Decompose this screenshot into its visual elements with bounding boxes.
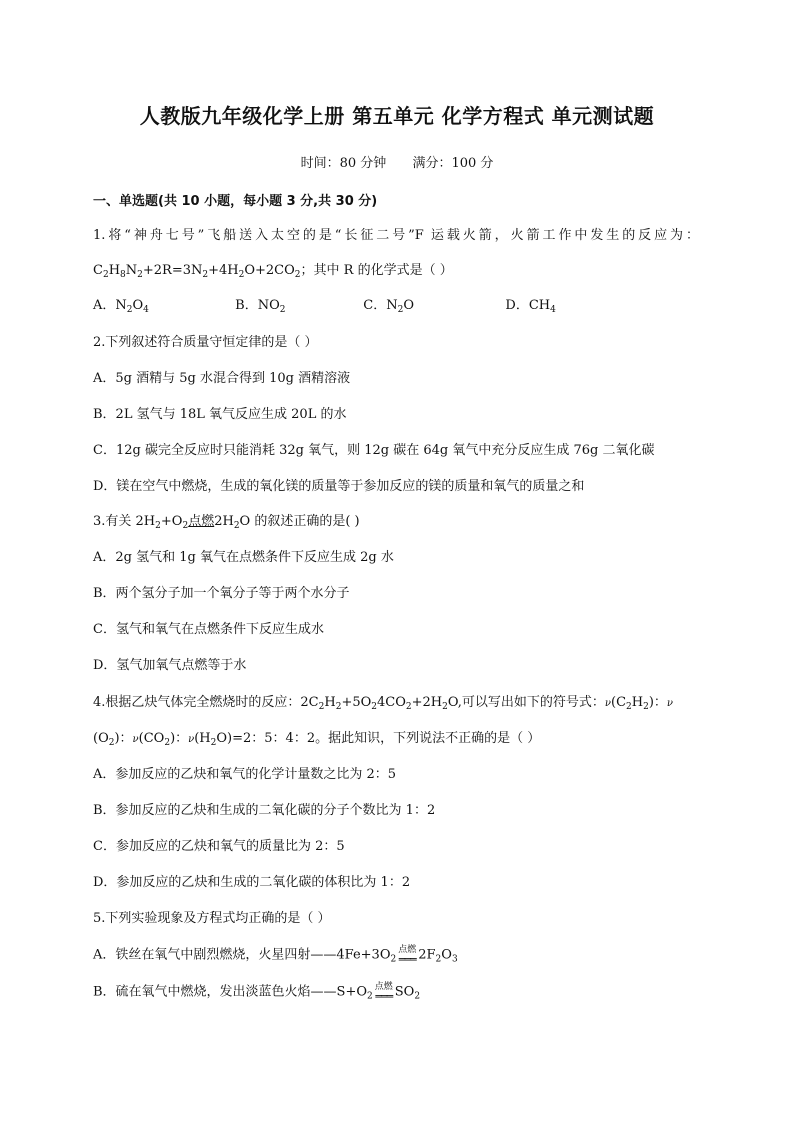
q5-option-b[interactable]: B．硫在氧气中燃烧，发出淡蓝色火焰$——S+O_2$ 点燃 ═══ $SO_2$ bbox=[93, 982, 421, 1003]
q3-option-a[interactable]: A．2g 氢气和 1g 氧气在点燃条件下反应生成 2g 水 bbox=[93, 550, 394, 565]
reaction-condition: 点燃 bbox=[188, 514, 215, 529]
q1-stem-line2: $C_2H_8N_2+2R=3N_2+4H_2O+2CO_2$；其中 R 的化学式是（ ） bbox=[93, 263, 453, 280]
q4-stem-line2: $(O_2)$：$\nu(CO_2)$：$\nu(H_2O)=2$：5：4：2。据此知识，下列说法不正确的是（ ） bbox=[93, 731, 541, 748]
reaction-condition: 点燃 ═══ bbox=[374, 982, 393, 1003]
q3-option-c[interactable]: C．氢气和氧气在点燃条件下反应生成水 bbox=[93, 622, 324, 637]
page-title: 人教版九年级化学上册 第五单元 化学方程式 单元测试题 bbox=[139, 104, 655, 128]
q1-option-c[interactable]: C．$N_2O$ bbox=[363, 298, 415, 315]
q2-option-d[interactable]: D．镁在空气中燃烧，生成的氧化镁的质量等于参加反应的镁的质量和氧气的质量之和 bbox=[93, 479, 585, 494]
q2-option-a[interactable]: A．5g 酒精与 5g 水混合得到 10g 酒精溶液 bbox=[93, 371, 351, 386]
reaction-condition: 点燃 ═══ bbox=[398, 945, 417, 966]
q2-stem: 2.下列叙述符合质量守恒定律的是（ ） bbox=[93, 335, 318, 350]
q4-option-d[interactable]: D．参加反应的乙炔和生成的二氧化碳的体积比为 1：2 bbox=[93, 875, 411, 890]
q1-options bbox=[93, 297, 556, 315]
q1-stem-line1: 1.将“神舟七号”飞船送入太空的是“长征二号”F 运载火箭，火箭工作中发生的反应为： bbox=[93, 228, 699, 243]
q1-option-d[interactable]: D．$CH_4$ bbox=[505, 298, 556, 315]
q5-option-a[interactable]: A．铁丝在氧气中剧烈燃烧，火星四射$——4Fe+3O_2$ 点燃 ═══ $2F_2O_3$ bbox=[93, 945, 458, 966]
q1-option-b[interactable]: B．$NO_2$ bbox=[235, 298, 286, 315]
section-heading: 一、单选题(共 10 小题，每小题 3 分,共 30 分) bbox=[93, 194, 378, 209]
q3-stem: 3.有关 $2H_2+O_2$点燃$2H_2O$ 的叙述正确的是( ) bbox=[93, 514, 360, 531]
q2-option-b[interactable]: B．2L 氢气与 18L 氧气反应生成 20L 的水 bbox=[93, 407, 347, 422]
q2-option-c[interactable]: C．12g 碳完全反应时只能消耗 32g 氧气，则 12g 碳在 64g 氧气中充分反应生成 76g 二氧化碳 bbox=[93, 443, 655, 458]
exam-time: 时间：80 分钟 bbox=[300, 156, 387, 171]
q1-option-a[interactable]: A．$N_2O_4$ bbox=[93, 298, 149, 315]
q4-stem-line1: 4.根据乙炔气体完全燃烧时的反应：$2C_2H_2+5O_24CO_2+2H_2O$,可以写出如下的符号式：$\nu(C_2H_2)$：ν bbox=[93, 695, 674, 712]
q4-option-c[interactable]: C．参加反应的乙炔和氧气的质量比为 2：5 bbox=[93, 839, 345, 854]
q4-option-b[interactable]: B．参加反应的乙炔和生成的二氧化碳的分子个数比为 1：2 bbox=[93, 803, 436, 818]
q3-option-d[interactable]: D．氢气加氧气点燃等于水 bbox=[93, 658, 247, 673]
q4-option-a[interactable]: A．参加反应的乙炔和氧气的化学计量数之比为 2：5 bbox=[93, 767, 397, 782]
q3-option-b[interactable]: B．两个氢分子加一个氧分子等于两个水分子 bbox=[93, 586, 350, 601]
q5-stem: 5.下列实验现象及方程式均正确的是（ ） bbox=[93, 911, 331, 926]
exam-score: 满分：100 分 bbox=[412, 156, 494, 171]
exam-meta bbox=[0, 152, 794, 171]
